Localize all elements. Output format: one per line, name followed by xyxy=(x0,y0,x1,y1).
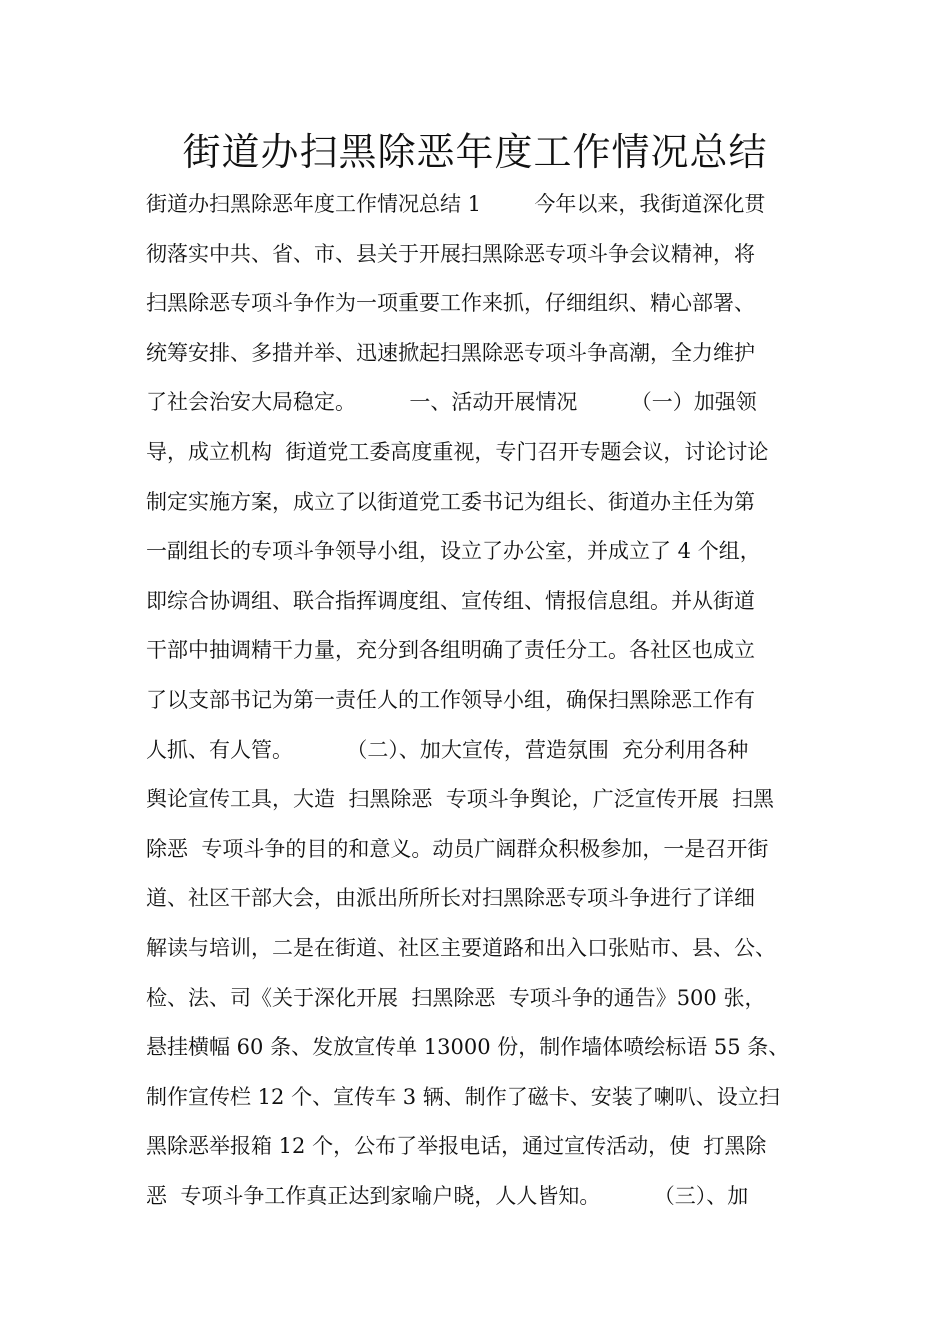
body-line: 解读与培训，二是在街道、社区主要道路和出入口张贴市、县、公、 xyxy=(146,935,776,960)
document-title: 街道办扫黑除恶年度工作情况总结 xyxy=(182,130,768,174)
document-body xyxy=(146,180,836,1221)
body-line: 导，成立机构 街道党工委高度重视，专门召开专题会议，讨论讨论 xyxy=(146,439,769,464)
body-line: 制定实施方案，成立了以街道党工委书记为组长、街道办主任为第 xyxy=(146,489,755,514)
body-line: 了社会治安大局稳定。 一、活动开展情况 （一）加强领 xyxy=(146,390,757,415)
body-line: 黑除恶举报箱 12 个，公布了举报电话，通过宣传活动，使 打黑除 xyxy=(146,1134,767,1159)
body-line: 街道办扫黑除恶年度工作情况总结 1 今年以来，我街道深化贯 xyxy=(146,192,766,216)
body-line: 干部中抽调精干力量，充分到各组明确了责任分工。各社区也成立 xyxy=(146,638,755,663)
body-line: 检、法、司《关于深化开展 扫黑除恶 专项斗争的通告》500 张， xyxy=(146,985,766,1010)
body-line: 了以支部书记为第一责任人的工作领导小组，确保扫黑除恶工作有 xyxy=(146,687,755,712)
body-line: 制作宣传栏 12 个、宣传车 3 辆、制作了磁卡、安装了喇叭、设立扫 xyxy=(146,1084,780,1109)
body-line: 即综合协调组、联合指挥调度组、宣传组、情报信息组。并从街道 xyxy=(146,588,755,613)
body-line: 道、社区干部大会，由派出所所长对扫黑除恶专项斗争进行了详细 xyxy=(146,886,755,911)
body-line: 彻落实中共、省、市、县关于开展扫黑除恶专项斗争会议精神，将 xyxy=(146,241,755,266)
body-line: 舆论宣传工具，大造 扫黑除恶 专项斗争舆论，广泛宣传开展 扫黑 xyxy=(146,787,775,812)
body-line: 恶 专项斗争工作真正达到家喻户晓，人人皆知。 （三）、加 xyxy=(146,1183,749,1208)
body-line: 人抓、有人管。 （二）、加大宣传，营造氛围 充分利用各种 xyxy=(146,737,749,762)
body-line: 扫黑除恶专项斗争作为一项重要工作来抓，仔细组织、精心部署、 xyxy=(146,291,755,316)
body-line: 除恶 专项斗争的目的和意义。动员广阔群众积极参加，一是召开街 xyxy=(146,836,769,861)
body-line: 悬挂横幅 60 条、发放宣传单 13000 份，制作墙体喷绘标语 55 条、 xyxy=(146,1035,790,1060)
body-line: 统筹安排、多措并举、迅速掀起扫黑除恶专项斗争高潮，全力维护 xyxy=(146,340,755,365)
body-line: 一副组长的专项斗争领导小组，设立了办公室，并成立了 4 个组， xyxy=(146,539,761,564)
